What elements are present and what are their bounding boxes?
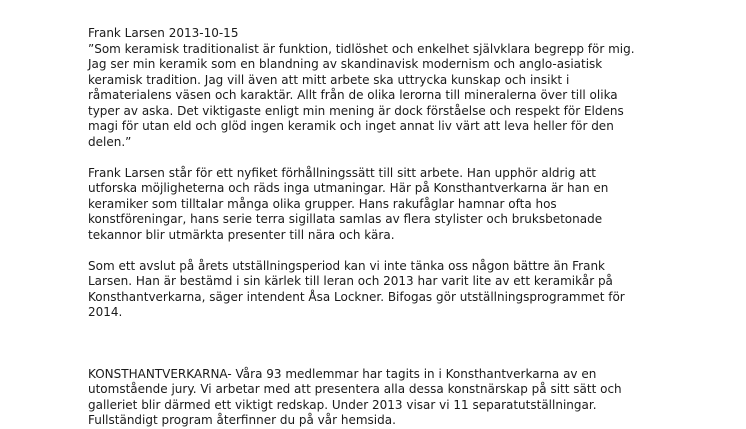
document-body [88, 26, 648, 429]
footer-paragraph: KONSTHANTVERKARNA- Våra 93 medlemmar har tagits in i Konsthantverkarna av en utomstående jury. Vi arbetar med att presentera alla dessa konstnärskap på sitt sätt och galleriet blir därmed ett viktigt redskap. Under 2013 visar vi 11 separatutställningar. Fullständigt program återfinner du på vår hemsida. [88, 366, 622, 427]
description-paragraph: Frank Larsen står för ett nyfiket förhållningssätt till sitt arbete. Han upphör aldrig att utforska möjligheterna och räds inga utmaningar. Här på Konsthantverkarna är han en keramiker som tilltalar många olika grupper. Hans rakufåglar hamnar ofta hos konstföreningar, hans serie terra sigillata samlas av flera stylister och bruksbetonade tekannor blir utmärkta presenter till nära och kära. [88, 165, 609, 242]
spacer [88, 150, 648, 166]
closing-paragraph: Som ett avslut på årets utställningsperiod kan vi inte tänka oss någon bättre än Frank Larsen. Han är bestämd i sin kärlek till leran och 2013 har varit lite av ett keramikår på Konsthantverkarna, säger intendent Åsa Lockner. Bifogas gör utställningsprogrammet för 2014. [88, 258, 625, 319]
header-line: Frank Larsen 2013-10-15 [88, 26, 239, 40]
quote-paragraph: ”Som keramisk traditionalist är funktion, tidlöshet och enkelhet självklara begrepp för mig. Jag ser min keramik som en blandning av skandinavisk modernism och anglo-asiatisk keramisk tradition. Jag vill även att mitt arbete ska uttrycka kunskap och insikt i råmaterialens väsen och karaktär. Allt från de olika lerorna till mineralerna över till olika typer av aska. Det viktigaste enligt min mening är dock förståelse och respekt för Eldens magi för utan eld och glöd ingen keramik och inget annat liv värt att leva heller för den delen.” [88, 41, 635, 149]
spacer [88, 321, 648, 367]
spacer [88, 243, 648, 259]
